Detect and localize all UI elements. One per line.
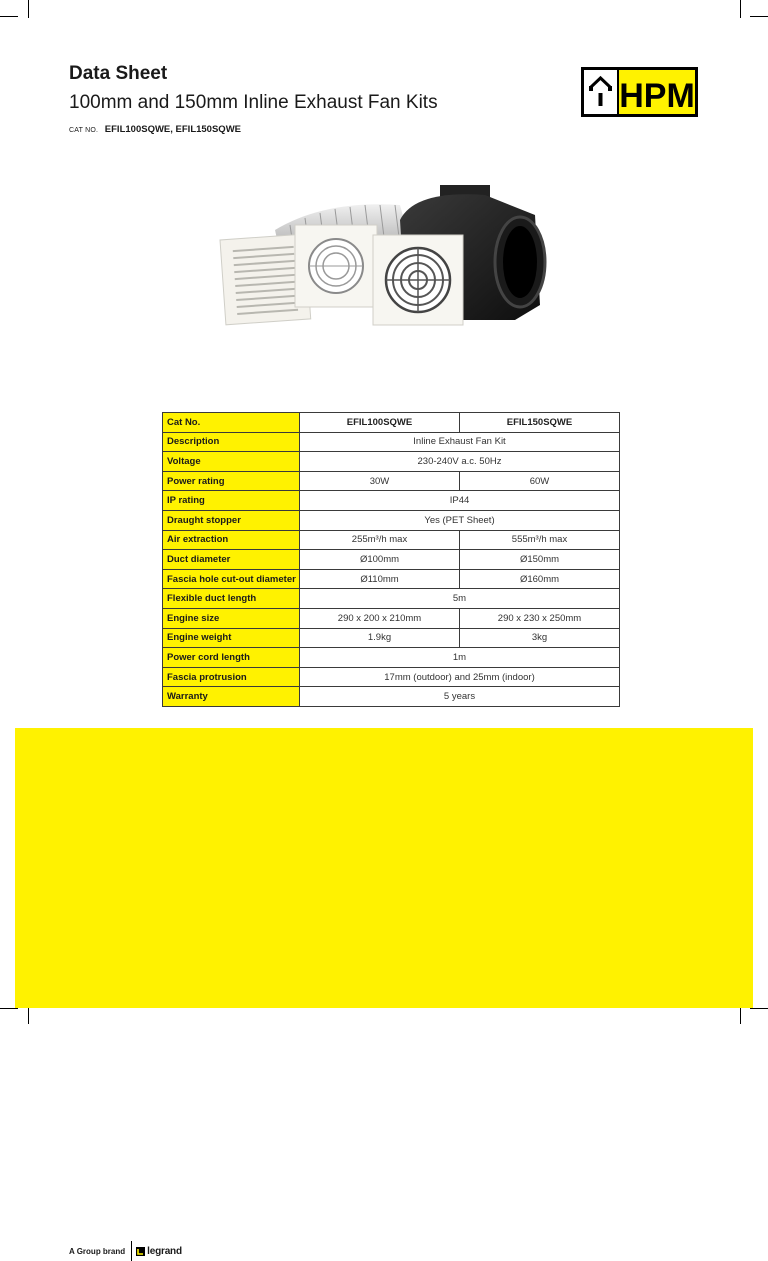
row-value-col2: 555m³/h max bbox=[460, 530, 620, 550]
table-row bbox=[163, 530, 620, 550]
crop-mark bbox=[740, 0, 741, 18]
row-label: Voltage bbox=[163, 452, 300, 472]
row-label: Description bbox=[163, 432, 300, 452]
row-label: Power cord length bbox=[163, 648, 300, 668]
row-value-col1: 255m³/h max bbox=[300, 530, 460, 550]
row-label: Engine weight bbox=[163, 628, 300, 648]
row-value: 1m bbox=[300, 648, 620, 668]
row-value-col1: 1.9kg bbox=[300, 628, 460, 648]
row-label: IP rating bbox=[163, 491, 300, 511]
row-label: Draught stopper bbox=[163, 510, 300, 530]
row-value-col1: Ø110mm bbox=[300, 569, 460, 589]
table-header-col2: EFIL150SQWE bbox=[460, 413, 620, 433]
document-subtitle: 100mm and 150mm Inline Exhaust Fan Kits bbox=[69, 92, 438, 113]
cat-number-value: EFIL100SQWE, EFIL150SQWE bbox=[104, 124, 241, 135]
table-row bbox=[163, 667, 620, 687]
legrand-logo bbox=[136, 1246, 182, 1257]
table-row bbox=[163, 491, 620, 511]
row-value: Yes (PET Sheet) bbox=[300, 510, 620, 530]
row-label: Power rating bbox=[163, 471, 300, 491]
row-label: Warranty bbox=[163, 687, 300, 707]
row-label: Duct diameter bbox=[163, 550, 300, 570]
legrand-mark-icon bbox=[136, 1247, 145, 1256]
table-row bbox=[163, 608, 620, 628]
table-row bbox=[163, 432, 620, 452]
row-value-col2: Ø150mm bbox=[460, 550, 620, 570]
row-value-col1: 290 x 200 x 210mm bbox=[300, 608, 460, 628]
table-row bbox=[163, 452, 620, 472]
table-row bbox=[163, 589, 620, 609]
product-image bbox=[215, 180, 555, 350]
table-row bbox=[163, 687, 620, 707]
crop-mark bbox=[0, 16, 18, 17]
specification-table bbox=[162, 412, 620, 707]
row-label: Fascia protrusion bbox=[163, 667, 300, 687]
table-header-col1: EFIL100SQWE bbox=[300, 413, 460, 433]
crop-mark bbox=[750, 16, 768, 17]
crop-mark bbox=[28, 1006, 29, 1024]
row-value-col2: 3kg bbox=[460, 628, 620, 648]
row-value: 5 years bbox=[300, 687, 620, 707]
row-value: IP44 bbox=[300, 491, 620, 511]
row-value-col2: 60W bbox=[460, 471, 620, 491]
group-brand-text: A Group brand bbox=[69, 1246, 126, 1256]
row-value-col1: 30W bbox=[300, 471, 460, 491]
row-label: Air extraction bbox=[163, 530, 300, 550]
brand-divider bbox=[131, 1241, 132, 1261]
table-row bbox=[163, 510, 620, 530]
row-value: 17mm (outdoor) and 25mm (indoor) bbox=[300, 667, 620, 687]
table-row bbox=[163, 628, 620, 648]
row-value: 5m bbox=[300, 589, 620, 609]
legrand-text: legrand bbox=[147, 1245, 182, 1257]
crop-mark bbox=[740, 1006, 741, 1024]
table-header-label: Cat No. bbox=[163, 413, 300, 433]
footer-panel bbox=[15, 728, 753, 1257]
table-row bbox=[163, 648, 620, 668]
table-row bbox=[163, 550, 620, 570]
crop-mark bbox=[0, 1008, 18, 1009]
group-brand bbox=[69, 1241, 182, 1261]
cat-number-line bbox=[69, 124, 241, 135]
row-value-col1: Ø100mm bbox=[300, 550, 460, 570]
row-label: Fascia hole cut-out diameter bbox=[163, 569, 300, 589]
table-header-row bbox=[163, 413, 620, 433]
document-title: Data Sheet bbox=[69, 63, 168, 84]
row-label: Engine size bbox=[163, 608, 300, 628]
row-value-col2: Ø160mm bbox=[460, 569, 620, 589]
row-label: Flexible duct length bbox=[163, 589, 300, 609]
logo-text: HPM bbox=[619, 77, 695, 115]
crop-mark bbox=[750, 1008, 768, 1009]
row-value: 230-240V a.c. 50Hz bbox=[300, 452, 620, 472]
hpm-logo bbox=[581, 67, 698, 117]
table-row bbox=[163, 569, 620, 589]
crop-mark bbox=[28, 0, 29, 18]
table-row bbox=[163, 471, 620, 491]
row-value-col2: 290 x 230 x 250mm bbox=[460, 608, 620, 628]
row-value: Inline Exhaust Fan Kit bbox=[300, 432, 620, 452]
cat-number-label: CAT NO. bbox=[69, 127, 99, 134]
